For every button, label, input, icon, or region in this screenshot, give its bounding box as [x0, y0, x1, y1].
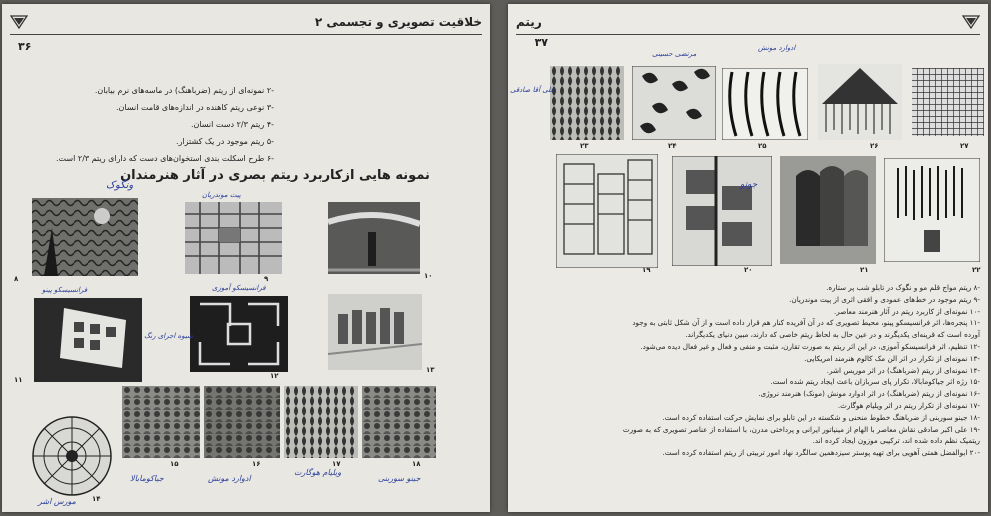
caption-line: -۱۸ جینو سوربنی از ضرباهنگ خطوط منحنی و شکسته در این تابلو برای نمایش حرکت استفاده کرده است.	[662, 412, 980, 422]
handwritten-note: جیاکومابالا	[130, 474, 164, 483]
artwork-figure	[185, 202, 282, 274]
caption-line: -۱۲ تنظیم، اثر فرانسیسکو آموزی، در این اثر ریتم به صورت تقارن، مثبت و منفی و فعال و غیر فعال دیده می‌شود.	[640, 341, 980, 351]
handwritten-note: مورس اشر	[38, 497, 76, 506]
handwritten-note: پیت موندریان	[202, 191, 241, 199]
handwritten-note: ونگوک	[106, 180, 134, 191]
artwork-figure	[362, 386, 436, 458]
figure-number: ۱۳	[426, 366, 435, 374]
left-page	[2, 4, 490, 512]
figure-number: ۲۷	[960, 142, 969, 150]
figure-number: ۱۵	[170, 460, 179, 468]
figure-number: ۲۴	[668, 142, 677, 150]
caption-list	[623, 282, 980, 459]
caption-line: -۲۰ ابوالفضل همتی آهویی برای تهیه پوستر سیزدهمین سالگرد نهاد امور تربیتی از ریتم استفاده کرده است.	[662, 448, 980, 458]
figure-number: ۲۲	[972, 266, 981, 274]
figure-number: ۱۸	[412, 460, 421, 468]
chapter-title: ریتم	[516, 15, 542, 29]
caption-list	[56, 82, 274, 167]
figure-number: ۲۳	[580, 142, 589, 150]
caption-line: -۱۶ نمونه‌ای از ریتم (ضرباهنگ) در اثر ادوارد مونش (مونک) هنرمند نروژی.	[758, 389, 980, 399]
caption-line: -۱۱ پنجره‌ها، اثر فرانسیسکو پینو، محیط تصویری که در آن آفریده کنار هم قرار داده است و از آن شکل ثابتی به وجود	[632, 318, 980, 328]
figure-number: ۸	[14, 275, 19, 283]
handwritten-note: فرانسیسکو آموزی	[212, 284, 266, 292]
section-title: نمونه هایی ازکاربرد ریتم بصری در آثار هنرمندان	[120, 168, 430, 183]
figure-number: ۲۵	[758, 142, 767, 150]
artwork-figure	[122, 386, 200, 458]
handwritten-note: جوتو	[740, 180, 758, 190]
artwork-figure	[328, 202, 420, 274]
artwork-figure	[818, 64, 902, 140]
book-emblem-icon	[962, 15, 980, 29]
handwritten-note: ادوارد مونش	[208, 474, 251, 483]
artwork-figure	[722, 68, 808, 140]
left-page-header	[10, 10, 482, 35]
handwritten-note: شیوه اجرای رنگ	[144, 332, 193, 340]
handwritten-note: علی آقا صادقی	[510, 86, 555, 94]
caption-line: -۱۷ نمونه‌ای از تکرار ریتم در اثر ویلیام هوگارث.	[837, 400, 980, 410]
right-page-header	[516, 10, 980, 35]
caption-line: -۳ نوعی ریتم کاهنده در اندازه‌های قامت انسان.	[116, 103, 274, 112]
artwork-figure	[912, 68, 984, 136]
artwork-figure	[32, 416, 112, 496]
figure-number: ۹	[264, 275, 269, 283]
figure-number: ۱۹	[642, 266, 651, 274]
figure-number: ۱۰	[424, 272, 433, 280]
artwork-figure	[328, 294, 422, 370]
caption-line: -۱۰ نمونه‌ای از کاربرد ریتم در آثار هنرمند معاصر.	[834, 306, 980, 316]
handwritten-note: جینو سوربنی	[378, 474, 421, 483]
artwork-figure	[556, 154, 658, 268]
figure-number: ۱۴	[92, 495, 101, 503]
right-page	[508, 4, 988, 512]
handwritten-note: مرتضی حسینی	[652, 50, 697, 58]
artwork-figure	[632, 66, 716, 140]
figure-number: ۱۶	[252, 460, 261, 468]
page-number: ۳۷	[534, 36, 548, 49]
artwork-figure	[204, 386, 280, 458]
caption-line: آورده است که قرینه‌ای یکدیگرند و در عین حال به لحاظ ریتم خاصی که دارند، مبین دنیای یکدیگراند.	[685, 330, 980, 340]
figure-number: ۲۰	[744, 266, 753, 274]
caption-line: -۱۵ رژه اثر جیاکومابالا، تکرار پای سربازان باعث ایجاد ریتم شده است.	[770, 377, 980, 387]
artwork-figure	[32, 198, 138, 276]
caption-line: -۵ ریتم موجود در یک کشتزار.	[175, 137, 274, 146]
figure-number: ۱۱	[14, 376, 23, 384]
caption-line: -۹ ریتم موجود در خط‌های عمودی و افقی اثری از پیت موندریان.	[789, 294, 980, 304]
figure-number: ۲۶	[870, 142, 879, 150]
artwork-figure	[34, 298, 142, 382]
caption-line: -۱۴ نمونه‌ای از ریتم (ضرباهنگ) در اثر موریس اشر.	[826, 365, 980, 375]
artwork-figure	[284, 386, 358, 458]
artwork-figure	[672, 156, 772, 266]
book-title: خلاقیت تصویری و تجسمی ۲	[314, 15, 482, 29]
book-emblem-icon	[10, 15, 28, 29]
caption-line: ریتمیک نظم داده شده اند، ترکیبی موزون ایجاد کرده اند.	[812, 436, 980, 446]
figure-number: ۱۷	[332, 460, 341, 468]
handwritten-note: ویلیام هوگارت	[294, 468, 342, 477]
caption-line: -۱۳ نمونه‌ای از تکرار در اثر الن مک کالوم هنرمند امریکایی.	[804, 353, 980, 363]
artwork-figure	[884, 158, 980, 262]
handwritten-note: ادوارد مونش	[758, 44, 796, 52]
caption-line: -۲ نمونه‌ای از ریتم (ضرباهنگ) در ماسه‌های نرم بیابان.	[94, 86, 274, 95]
page-number: ۳۶	[18, 40, 32, 53]
figure-number: ۱۲	[270, 372, 279, 380]
caption-line: -۸ ریتم مواج قلم مو و نگوک در تابلو شب پر ستاره.	[826, 283, 980, 292]
handwritten-note: فرانسیسکو پینو	[42, 286, 88, 294]
caption-line: -۶ طرح اسکلت بندی استخوان‌های دست که دارای ریتم ۲/۳ است.	[56, 154, 274, 163]
artwork-figure	[190, 296, 288, 372]
caption-line: -۱۹ علی اکبر صادقی نقاش معاصر با الهام از مینیاتور ایرانی و پرداختی مدرن، با استفاده از عناصر تصویری که به صورت	[622, 424, 980, 434]
figure-number: ۲۱	[860, 266, 869, 274]
artwork-figure	[550, 66, 624, 140]
caption-line: -۴ ریتم ۲/۳ دست انسان.	[190, 120, 274, 129]
artwork-figure	[780, 156, 876, 264]
